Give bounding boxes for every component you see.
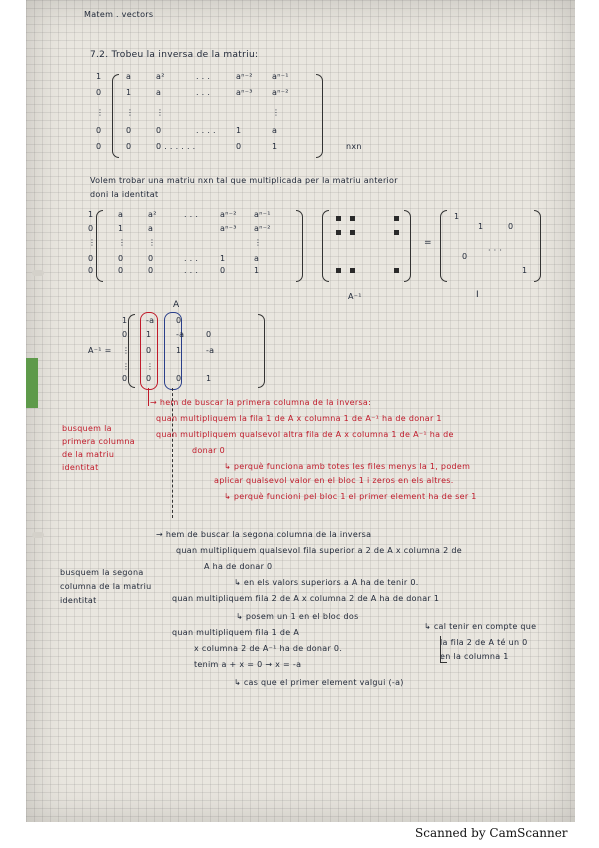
identity-zero: 0 [462, 252, 468, 261]
matrix-cell: ⋮ [96, 108, 105, 117]
matrix-cell: 1 [118, 224, 124, 233]
note-line: ↳ posem un 1 en el bloc dos [236, 612, 359, 621]
matrix-cell: . . . [184, 210, 199, 219]
identity-one: 1 [522, 266, 528, 275]
side-note-line: identitat [60, 596, 97, 605]
sketch-cell: -a [176, 330, 185, 339]
side-note-line: busquem la segona [60, 568, 144, 577]
matrix-cell: ⋮ [118, 238, 127, 247]
matrix-cell: 0 [148, 266, 154, 275]
matrix-cell: 0 [236, 142, 242, 151]
note-line: quan multipliquem la fila 1 de A x columna 1 de A⁻¹ ha de donar 1 [156, 414, 442, 423]
matrix-cell: 1 [96, 72, 102, 81]
exercise-heading: 7.2. Trobeu la inversa de la matriu: [90, 50, 259, 60]
note-line: ↳ perquè funcioni pel bloc 1 el primer element ha de ser 1 [224, 492, 477, 501]
side-note-line: columna de la matriu [60, 582, 152, 591]
sketch-cell: 0 [176, 316, 182, 325]
sketch-cell: 0 [122, 374, 128, 383]
matrix-cell: a [148, 224, 154, 233]
sketch-cell: 1 [206, 374, 212, 383]
side-note-line: busquem la [62, 424, 112, 433]
matrix-cell: aⁿ⁻² [236, 72, 253, 81]
note-line: ↳ en els valors superiors a A ha de tenir 0. [234, 578, 419, 587]
identity-bracket-right [534, 210, 541, 282]
matrix-cell: 0 [126, 142, 132, 151]
matrix-cell: 0 [118, 266, 124, 275]
matrix-cell: 0 [88, 254, 94, 263]
matrix-cell: 0 [96, 88, 102, 97]
note-line: la fila 2 de A té un 0 [440, 638, 528, 647]
connector-line-dark [172, 388, 173, 518]
matrix-cell: . . . [184, 254, 199, 263]
sketch-cell: 0 [146, 346, 152, 355]
sketch-cell: ⋮ [146, 362, 155, 371]
note-line: en la columna 1 [440, 652, 509, 661]
sketch-cell: 0 [122, 330, 128, 339]
matrix-cell: a [272, 126, 278, 135]
matrix-cell: aⁿ⁻³ [236, 88, 253, 97]
matrix-cell: . . . [184, 266, 199, 275]
matrix-bracket-right [316, 74, 323, 158]
note-line: → hem de buscar la primera columna de la inversa: [150, 398, 372, 407]
matrix-cell: . . . [196, 72, 211, 81]
unknown-cell [394, 216, 399, 221]
matrix-cell: aⁿ⁻² [220, 210, 237, 219]
unknown-cell [350, 230, 355, 235]
sketch-cell: 0 [176, 374, 182, 383]
note-line: ↳ perquè funciona amb totes les files menys la 1, podem [224, 462, 471, 471]
matrix-bracket-left [112, 74, 119, 158]
note-line: → hem de buscar la segona columna de la inversa [156, 530, 372, 539]
unknown-cell [350, 216, 355, 221]
sketch-cell: 0 [206, 330, 212, 339]
note-line: donar 0 [192, 446, 225, 455]
side-note-line: identitat [62, 463, 99, 472]
note-line: ↳ cal tenir en compte que [424, 622, 537, 631]
matrix-size-label: nxn [346, 142, 362, 151]
unknown-cell [336, 216, 341, 221]
sketch-cell: ⋮ [122, 346, 131, 355]
matrix-cell: 0 [118, 254, 124, 263]
matrix-cell: a [254, 254, 260, 263]
notebook-page [26, 0, 575, 822]
sketch-cell: -a [146, 316, 155, 325]
matrix-cell: 1 [236, 126, 242, 135]
matrix-cell: aⁿ⁻¹ [254, 210, 271, 219]
matrix-cell: aⁿ⁻¹ [272, 72, 289, 81]
sketch-cell: ⋮ [122, 362, 131, 371]
sketch-cell: 1 [146, 330, 152, 339]
matrix-cell: 0 [88, 224, 94, 233]
matrix-cell: 0 . . . . . . [156, 142, 196, 151]
binder-hole [32, 532, 44, 538]
matrix-cell: ⋮ [88, 238, 97, 247]
intro-line-1: Volem trobar una matriu nxn tal que multiplicada per la matriu anterior [90, 176, 398, 185]
matrix-cell: 0 [88, 266, 94, 275]
identity-one: 1 [478, 222, 484, 231]
unknown-bracket-right [404, 210, 411, 282]
identity-zero: 0 [508, 222, 514, 231]
matrix-cell: aⁿ⁻² [254, 224, 271, 233]
intro-line-2: doni la identitat [90, 190, 159, 199]
matrix-cell: . . . [196, 88, 211, 97]
side-note-line: de la matriu [62, 450, 115, 459]
unknown-cell [336, 268, 341, 273]
note-line: quan multipliquem qualsevol fila superior a 2 de A x columna 2 de [176, 546, 462, 555]
note-line: A ha de donar 0 [204, 562, 273, 571]
sketch-cell: -a [206, 346, 215, 355]
connector-line-red [148, 388, 149, 406]
matrix-cell: ⋮ [254, 238, 263, 247]
unknown-cell [336, 230, 341, 235]
sketch-bracket-right [258, 314, 265, 388]
identity-one: 1 [454, 212, 460, 221]
matrix-cell: 0 [96, 126, 102, 135]
matrix-cell: aⁿ⁻² [272, 88, 289, 97]
binder-hole [32, 270, 44, 276]
matrix-cell: 1 [272, 142, 278, 151]
identity-bracket-left [440, 210, 447, 282]
sketch-cell: 1 [122, 316, 128, 325]
note-line: quan multipliquem fila 2 de A x columna 2 de A ha de donar 1 [172, 594, 440, 603]
note-line: x columna 2 de A⁻¹ ha de donar 0. [194, 644, 343, 653]
unknown-cell [394, 268, 399, 273]
matrix-cell: 0 [156, 126, 162, 135]
matrix-cell: ⋮ [148, 238, 157, 247]
note-line: quan multipliquem fila 1 de A [172, 628, 300, 637]
note-line: ↳ cas que el primer element valgui (-a) [234, 678, 404, 687]
page-tab-marker [26, 358, 38, 408]
eq-matrix-bracket-right [296, 210, 303, 282]
equals-sign: = [424, 238, 432, 248]
eq-matrix-bracket-left [96, 210, 103, 282]
matrix-cell: 1 [254, 266, 260, 275]
matrix-cell: 0 [220, 266, 226, 275]
page-header: Matem . vectors [84, 10, 154, 19]
matrix-cell: a² [148, 210, 157, 219]
matrix-cell: 0 [96, 142, 102, 151]
identity-label: I [476, 290, 479, 300]
inverse-label: A⁻¹ [348, 292, 362, 301]
sketch-label-inverse: A⁻¹ = [88, 346, 112, 355]
unknown-cell [394, 230, 399, 235]
matrix-cell: ⋮ [272, 108, 281, 117]
side-note-line: primera columna [62, 437, 135, 446]
sketch-cell: 0 [146, 374, 152, 383]
matrix-cell: ⋮ [156, 108, 165, 117]
unknown-cell [350, 268, 355, 273]
scanner-watermark: Scanned by CamScanner [415, 826, 568, 840]
note-line: quan multipliquem qualsevol altra fila de A x columna 1 de A⁻¹ ha de [156, 430, 454, 439]
matrix-cell: 1 [88, 210, 94, 219]
matrix-cell: 0 [148, 254, 154, 263]
sketch-cell: 1 [176, 346, 182, 355]
matrix-cell: a [156, 88, 162, 97]
matrix-cell: a [126, 72, 132, 81]
bracket-mark [440, 636, 447, 663]
identity-dots: · · · [488, 246, 503, 255]
matrix-cell: aⁿ⁻³ [220, 224, 237, 233]
matrix-cell: . . . . [196, 126, 216, 135]
matrix-cell: a² [156, 72, 165, 81]
matrix-cell: ⋮ [126, 108, 135, 117]
unknown-bracket-left [322, 210, 329, 282]
matrix-cell: 1 [220, 254, 226, 263]
note-line: tenim a + x = 0 → x = -a [194, 660, 302, 669]
matrix-cell: a [118, 210, 124, 219]
note-line: aplicar qualsevol valor en el bloc 1 i zeros en els altres. [214, 476, 454, 485]
sketch-label-a: A [173, 300, 180, 310]
matrix-cell: 0 [126, 126, 132, 135]
matrix-cell: 1 [126, 88, 132, 97]
